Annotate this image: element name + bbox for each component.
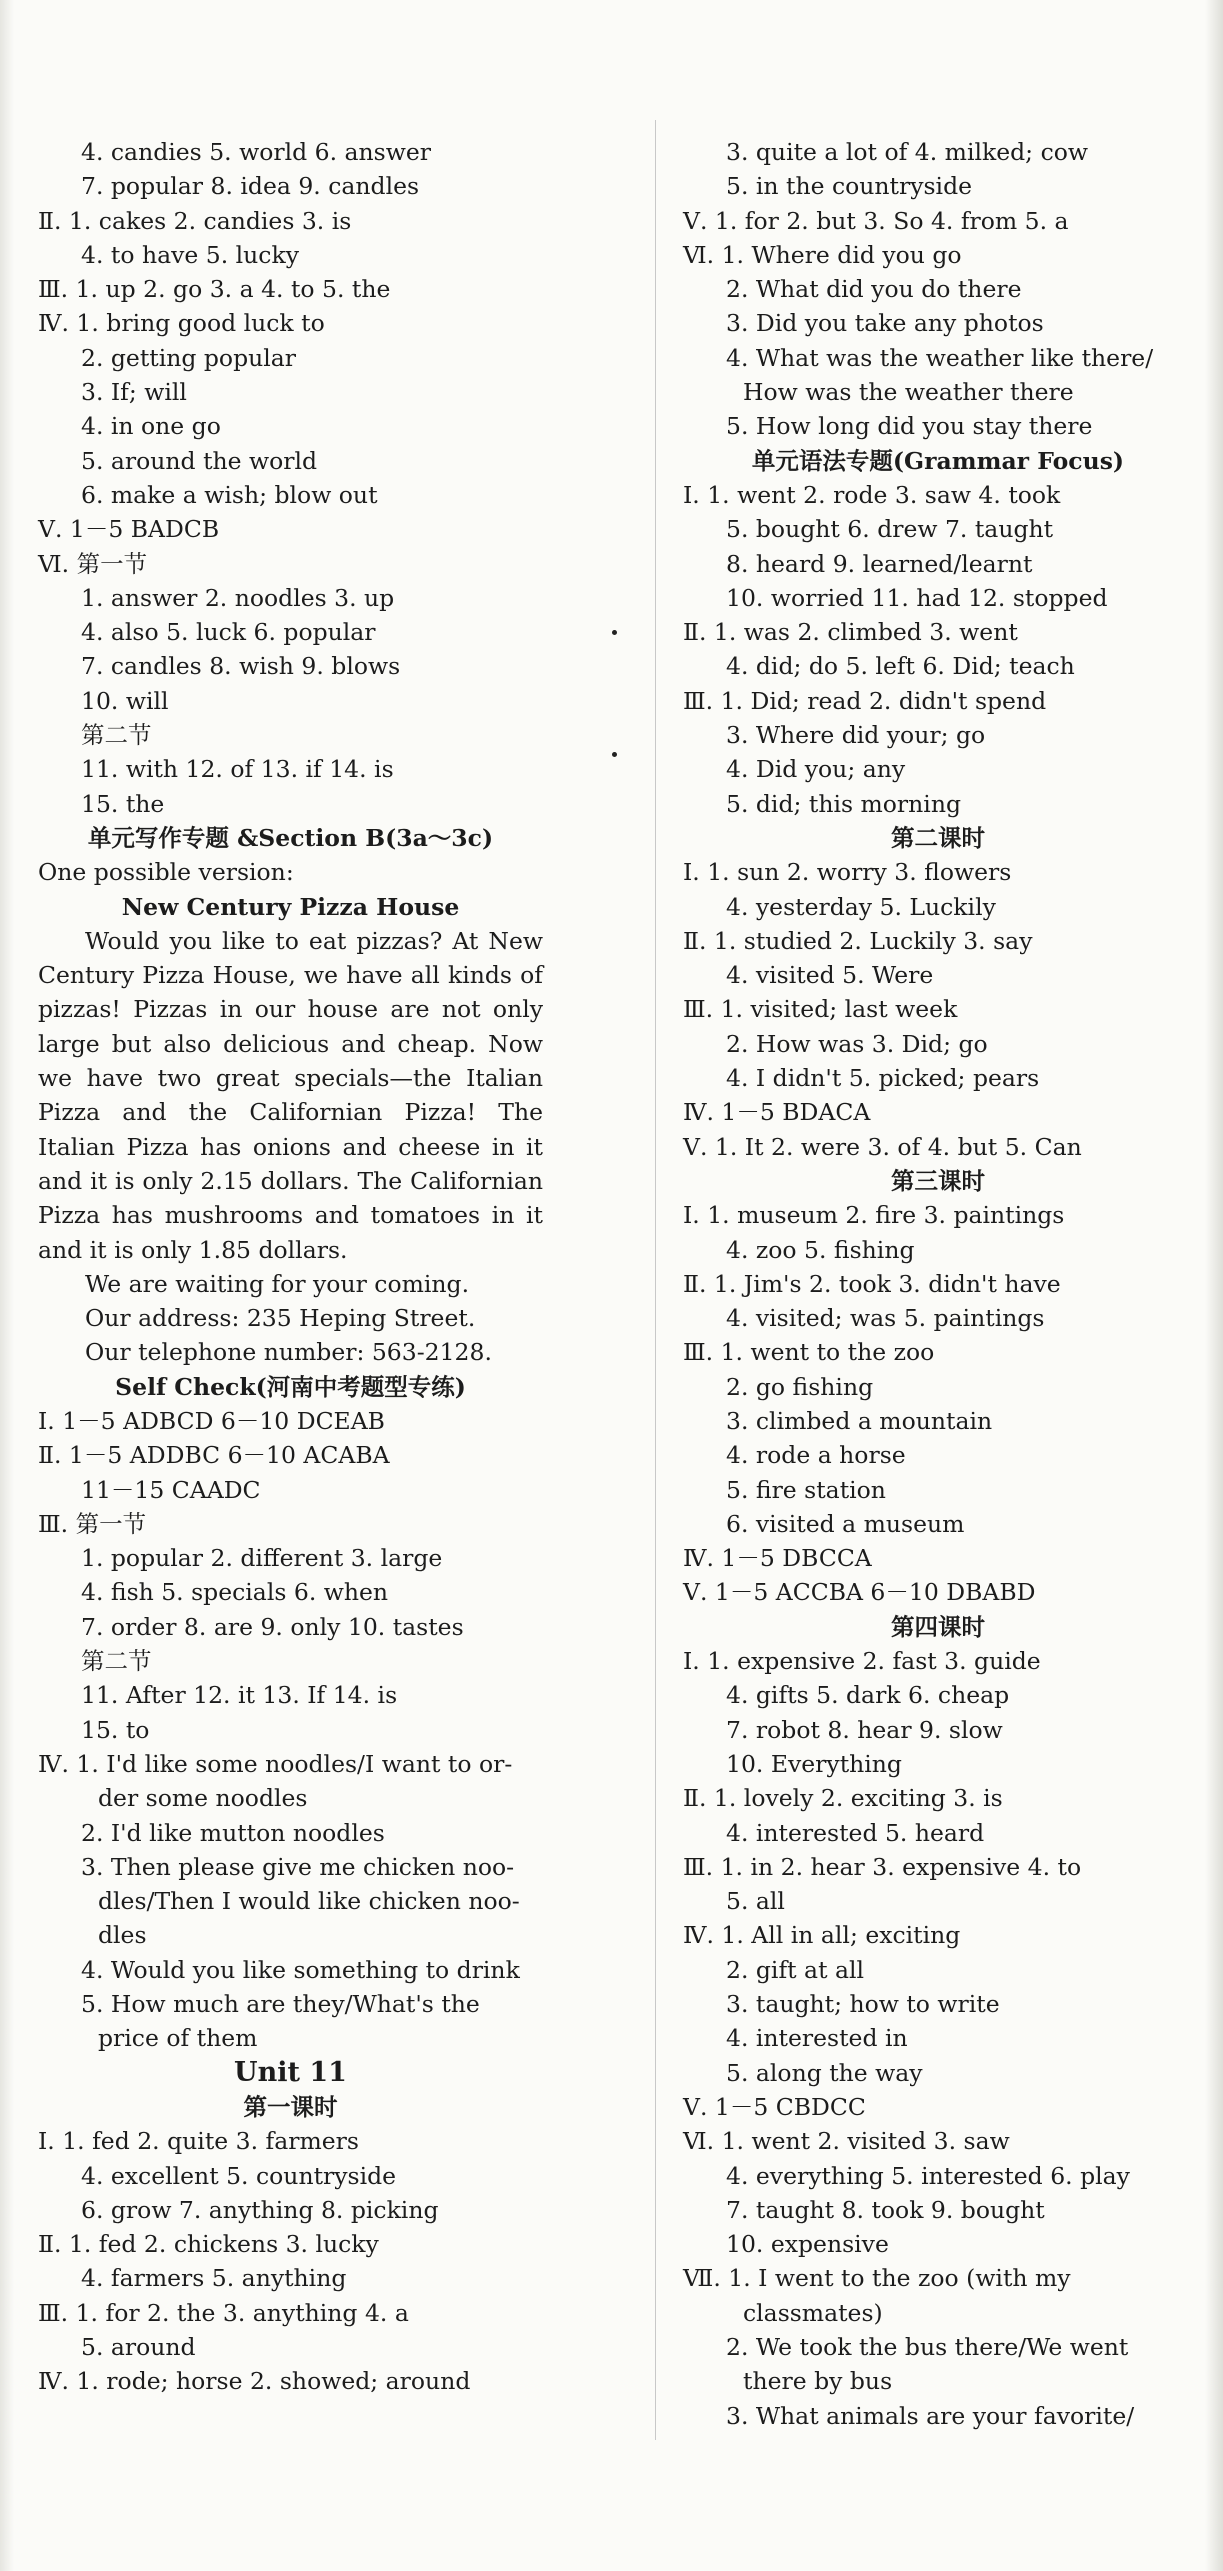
answer-line: 第二节	[81, 1647, 152, 1676]
answer-line: 4. yesterday 5. Luckily	[726, 892, 996, 921]
answer-line: 1. answer 2. noodles 3. up	[81, 583, 395, 612]
answer-line: 4. everything 5. interested 6. play	[726, 2161, 1130, 2190]
answer-line: 4. visited; was 5. paintings	[726, 1304, 1045, 1333]
essay-paragraph: Would you like to eat pizzas? At New Century Pizza House, we have all kinds of pizzas! Pizzas in our house are not only large but also delicious and cheap. Now we have two great specials—the Italian Pizza and the Californian Pizza! The Italian Pizza has onions and cheese in it and it is only 2.15 dollars. The Californian Pizza has mushrooms and tomatoes in it and it is only 1.85 dollars.	[38, 926, 543, 1264]
answer-line: 5. around	[81, 2333, 196, 2361]
answer-line: dles/Then I would like chicken noo-	[98, 1887, 520, 1916]
answer-line: Ⅵ. 1. Where did you go	[683, 240, 962, 269]
answer-line: 3. climbed a mountain	[726, 1406, 993, 1435]
answer-line: 4. candies 5. world 6. answer	[81, 138, 431, 166]
answer-line: there by bus	[743, 2367, 893, 2396]
page-edge-right	[1205, 0, 1223, 2571]
answer-line: 4. in one go	[81, 412, 221, 441]
answer-line: 4. farmers 5. anything	[81, 2264, 347, 2293]
answer-line: 7. popular 8. idea 9. candles	[81, 172, 420, 201]
answer-line: 7. robot 8. hear 9. slow	[726, 1715, 1003, 1744]
answer-line: Ⅱ. 1. cakes 2. candies 3. is	[38, 206, 352, 235]
answer-line: 4. excellent 5. countryside	[81, 2161, 397, 2190]
left-column	[38, 135, 543, 2399]
answer-line: 4. fish 5. specials 6. when	[81, 1578, 389, 1607]
answer-line: Ⅲ. 1. in 2. hear 3. expensive 4. to	[683, 1852, 1082, 1881]
answer-line: Ⅱ. 1. was 2. climbed 3. went	[683, 618, 1018, 647]
answer-line: 4. zoo 5. fishing	[726, 1235, 915, 1264]
answer-line: 1. popular 2. different 3. large	[81, 1544, 443, 1573]
answer-line: Ⅰ. 1. fed 2. quite 3. farmers	[38, 2127, 359, 2156]
answer-line: der some noodles	[98, 1784, 308, 1813]
answer-lines-left-top	[38, 135, 543, 924]
answer-line: 10. worried 11. had 12. stopped	[726, 583, 1108, 612]
answer-line: 4. What was the weather like there/	[726, 343, 1154, 372]
answer-line: Ⅵ. 第一节	[38, 549, 148, 578]
section-heading: Self Check(河南中考题型专练)	[115, 1372, 466, 1401]
answer-line: 4. gifts 5. dark 6. cheap	[726, 1681, 1010, 1710]
answer-line: Ⅴ. 1－5 ACCBA 6－10 DBABD	[683, 1578, 1036, 1607]
answer-line: 4. Would you like something to drink	[81, 1955, 520, 1984]
answer-line: 10. will	[81, 686, 169, 715]
answer-line: 4. interested in	[726, 2024, 908, 2053]
sample-essay	[38, 924, 543, 1370]
answer-line: 10. Everything	[726, 1749, 902, 1778]
answer-line: Ⅳ. 1. bring good luck to	[38, 309, 325, 338]
answer-line: 5. around the world	[81, 446, 318, 475]
answer-line: 3. Did you take any photos	[726, 309, 1044, 338]
answer-line: 5. bought 6. drew 7. taught	[726, 515, 1054, 544]
answer-line: 3. quite a lot of 4. milked; cow	[726, 138, 1088, 166]
answer-line: 第二节	[81, 721, 152, 750]
answer-line: 5. How long did you stay there	[726, 412, 1093, 441]
answer-line: Ⅰ. 1. went 2. rode 3. saw 4. took	[683, 480, 1061, 509]
column-divider	[655, 120, 656, 2440]
answer-line: Ⅳ. 1. I'd like some noodles/I want to or-	[38, 1749, 513, 1778]
answer-line: 4. did; do 5. left 6. Did; teach	[726, 652, 1075, 681]
answer-line: 4. Did you; any	[726, 755, 906, 784]
answer-line: Ⅴ. 1. It 2. were 3. of 4. but 5. Can	[683, 1132, 1082, 1161]
answer-line: Ⅳ. 1. All in all; exciting	[683, 1921, 961, 1950]
answer-line: 6. make a wish; blow out	[81, 480, 378, 509]
answer-line: Ⅳ. 1. rode; horse 2. showed; around	[38, 2367, 471, 2396]
answer-line: Ⅰ. 1. expensive 2. fast 3. guide	[683, 1647, 1041, 1676]
answer-line: 6. grow 7. anything 8. picking	[81, 2195, 439, 2224]
answer-line: 11. with 12. of 13. if 14. is	[81, 755, 394, 784]
answer-line: 8. heard 9. learned/learnt	[726, 549, 1033, 578]
answer-line: 2. go fishing	[726, 1372, 874, 1401]
answer-line: 5. all	[726, 1887, 785, 1916]
answer-line: 3. What animals are your favorite/	[726, 2401, 1135, 2430]
answer-line: Ⅳ. 1－5 BDACA	[683, 1098, 871, 1127]
answer-line: 3. If; will	[81, 378, 187, 407]
answer-line: 2. How was 3. Did; go	[726, 1029, 988, 1058]
answer-line: 4. interested 5. heard	[726, 1818, 985, 1847]
answer-line: Ⅲ. 1. Did; read 2. didn't spend	[683, 686, 1047, 715]
section-heading: New Century Pizza House	[121, 892, 460, 921]
answer-line: Ⅰ. 1－5 ADBCD 6－10 DCEAB	[38, 1406, 385, 1435]
answer-line: 10. expensive	[726, 2230, 889, 2259]
answer-line: dles	[98, 1921, 147, 1950]
answer-line: 11－15 CAADC	[81, 1475, 261, 1504]
answer-line: Ⅶ. 1. I went to the zoo (with my	[683, 2264, 1071, 2293]
ink-dot	[612, 752, 617, 757]
answer-line: 15. the	[81, 789, 165, 818]
answer-line: Ⅵ. 1. went 2. visited 3. saw	[683, 2127, 1010, 2156]
answer-line: Ⅱ. 1. lovely 2. exciting 3. is	[683, 1784, 1003, 1813]
answer-line: Ⅱ. 1－5 ADDBC 6－10 ACABA	[38, 1441, 390, 1470]
answer-line: 7. order 8. are 9. only 10. tastes	[81, 1612, 464, 1641]
answer-line: 4. also 5. luck 6. popular	[81, 618, 376, 647]
answer-line: Ⅲ. 1. up 2. go 3. a 4. to 5. the	[38, 275, 391, 304]
answer-line: 3. Where did your; go	[726, 721, 986, 750]
essay-paragraph: Our address: 235 Heping Street.	[85, 1304, 476, 1333]
answer-lines-left-bottom	[38, 1370, 543, 2399]
answer-line: 2. gift at all	[726, 1955, 865, 1984]
answer-line: 2. I'd like mutton noodles	[81, 1818, 385, 1847]
answer-line: Ⅲ. 1. went to the zoo	[683, 1338, 935, 1367]
answer-line: 5. How much are they/What's the	[81, 1990, 480, 2019]
answer-line: 2. getting popular	[81, 343, 297, 372]
answer-line: 11. After 12. it 13. If 14. is	[81, 1681, 398, 1710]
answer-line: price of them	[98, 2024, 258, 2053]
answer-line: classmates)	[743, 2298, 883, 2327]
answer-line: 15. to	[81, 1715, 150, 1744]
section-heading: Unit 11	[234, 2056, 347, 2088]
answer-line: Ⅳ. 1－5 DBCCA	[683, 1544, 872, 1573]
answer-line: 5. fire station	[726, 1475, 886, 1504]
answer-line: Ⅲ. 1. visited; last week	[683, 995, 958, 1024]
page-edge-left	[0, 0, 14, 2571]
answer-line: Ⅴ. 1－5 BADCB	[38, 515, 220, 544]
answer-line: Ⅱ. 1. Jim's 2. took 3. didn't have	[683, 1269, 1061, 1298]
ink-dot	[612, 630, 617, 635]
answer-line: One possible version:	[38, 858, 294, 887]
answer-line: Ⅲ. 1. for 2. the 3. anything 4. a	[38, 2298, 409, 2327]
answer-line: 6. visited a museum	[726, 1509, 965, 1538]
answer-line: Ⅰ. 1. museum 2. fire 3. paintings	[683, 1201, 1065, 1230]
answer-line: 4. to have 5. lucky	[81, 240, 299, 269]
answer-line: 3. taught; how to write	[726, 1990, 1000, 2019]
section-heading: 单元语法专题(Grammar Focus)	[751, 446, 1125, 475]
answer-line: 5. did; this morning	[726, 789, 961, 818]
answer-line: Ⅴ. 1. for 2. but 3. So 4. from 5. a	[683, 206, 1069, 235]
answer-line: 3. Then please give me chicken noo-	[81, 1852, 515, 1881]
answer-line: 7. candles 8. wish 9. blows	[81, 652, 401, 681]
section-heading: 第三课时	[891, 1166, 985, 1195]
answer-line: Ⅴ. 1－5 CBDCC	[683, 2092, 866, 2121]
answer-line: How was the weather there	[743, 378, 1074, 407]
right-column	[683, 135, 1193, 2433]
answer-line: 2. What did you do there	[726, 275, 1022, 304]
answer-line: Ⅱ. 1. fed 2. chickens 3. lucky	[38, 2230, 379, 2259]
answer-line: 4. I didn't 5. picked; pears	[726, 1064, 1040, 1093]
answer-line: 5. along the way	[726, 2058, 923, 2087]
section-heading: 第四课时	[891, 1612, 985, 1641]
answer-line: 4. rode a horse	[726, 1441, 906, 1470]
answer-line: 2. We took the bus there/We went	[726, 2333, 1129, 2361]
section-heading: 第一课时	[243, 2092, 338, 2121]
essay-paragraph: Our telephone number: 563-2128.	[85, 1338, 492, 1367]
answer-line: Ⅱ. 1. studied 2. Luckily 3. say	[683, 926, 1033, 955]
answer-line: Ⅰ. 1. sun 2. worry 3. flowers	[683, 858, 1012, 887]
answer-line: 4. visited 5. Were	[726, 961, 934, 990]
section-heading: 第二课时	[891, 823, 985, 852]
essay-paragraph: We are waiting for your coming.	[85, 1269, 470, 1298]
answer-line: Ⅲ. 第一节	[38, 1509, 147, 1538]
answer-line: 7. taught 8. took 9. bought	[726, 2195, 1045, 2224]
section-heading: 单元写作专题 &Section B(3a～3c)	[87, 823, 494, 852]
answer-line: 5. in the countryside	[726, 172, 973, 201]
